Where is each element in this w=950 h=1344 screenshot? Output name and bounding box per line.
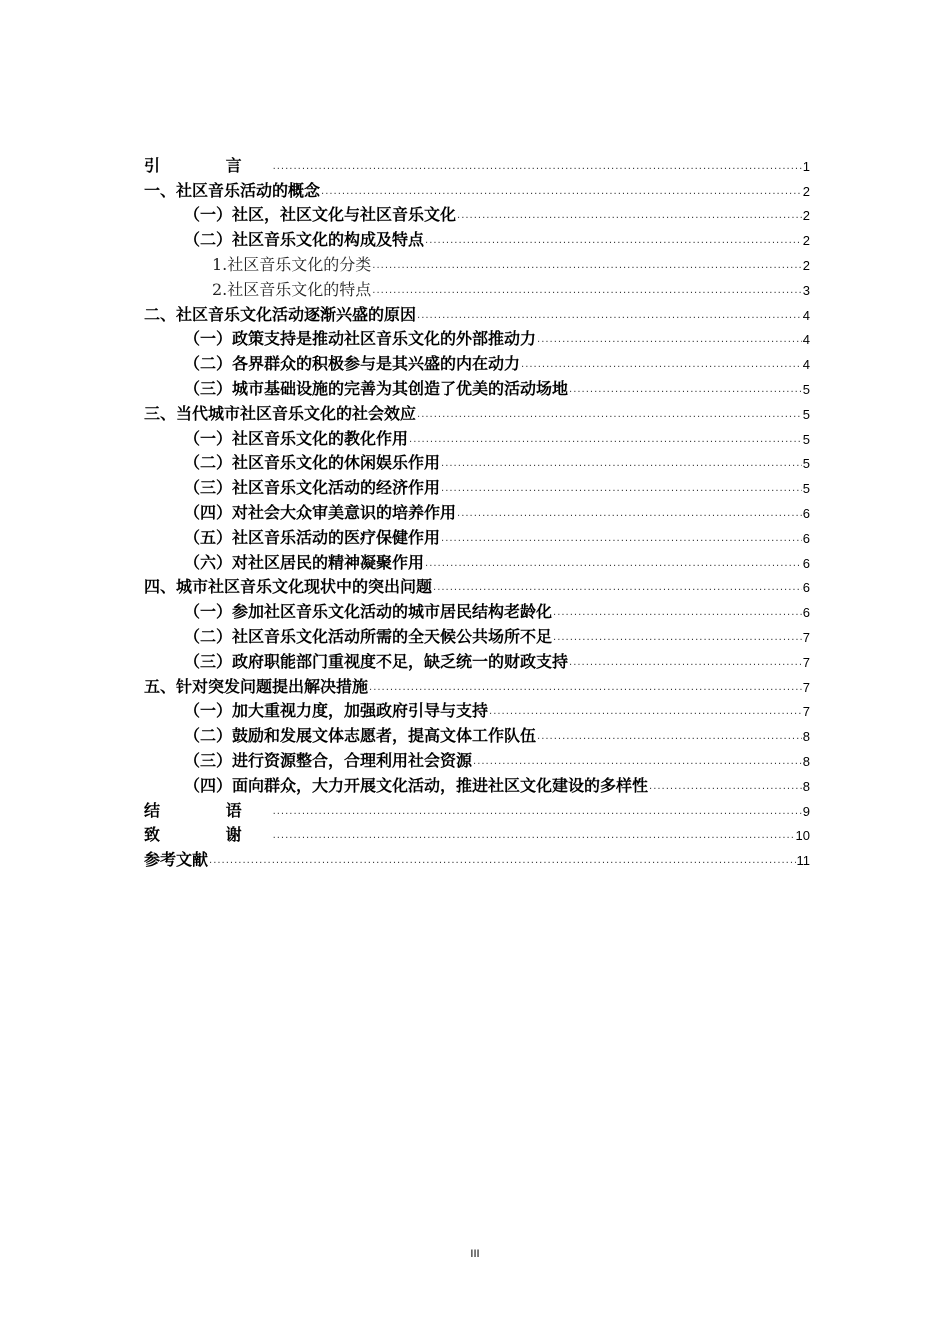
toc-entry-title: （二）社区音乐文化活动所需的全天候公共场所不足 xyxy=(184,626,553,646)
toc-entry-page-number: 6 xyxy=(802,605,810,621)
toc-entry[interactable] xyxy=(144,746,810,771)
toc-dot-leader xyxy=(369,683,802,693)
toc-entry-page-number: 7 xyxy=(802,704,810,720)
toc-entry[interactable] xyxy=(144,250,810,275)
page-number-footer: III xyxy=(470,1248,480,1260)
toc-entry-title: （一）参加社区音乐文化活动的城市居民结构老龄化 xyxy=(184,602,553,622)
toc-entry-title: 引 言 xyxy=(144,155,272,175)
toc-entry-title: （五）社区音乐活动的医疗保健作用 xyxy=(184,527,441,547)
toc-entry-page-number: 7 xyxy=(802,654,810,670)
toc-entry-page-number: 3 xyxy=(802,282,810,298)
toc-entry-page-number: 6 xyxy=(802,580,810,596)
toc-entry-title: （二）社区音乐文化的构成及特点 xyxy=(184,230,425,250)
toc-entry[interactable] xyxy=(144,424,810,449)
toc-entry[interactable] xyxy=(144,374,810,399)
toc-entry-title: （二）社区音乐文化的休闲娱乐作用 xyxy=(184,453,441,473)
toc-entry[interactable] xyxy=(144,771,810,796)
toc-entry-title: 二、社区音乐文化活动逐渐兴盛的原因 xyxy=(144,304,417,324)
toc-entry-page-number: 6 xyxy=(802,530,810,546)
toc-dot-leader xyxy=(321,187,802,197)
toc-dot-leader xyxy=(569,658,802,668)
toc-entry-page-number: 5 xyxy=(802,406,810,422)
toc-entry-page-number: 9 xyxy=(802,803,810,819)
toc-entry-page-number: 6 xyxy=(802,555,810,571)
toc-dot-leader xyxy=(425,236,802,246)
toc-entry[interactable] xyxy=(144,672,810,697)
toc-entry-title: 2.社区音乐文化的特点 xyxy=(212,279,372,299)
toc-entry-page-number: 10 xyxy=(795,828,810,844)
toc-entry[interactable] xyxy=(144,300,810,325)
toc-dot-leader xyxy=(553,608,802,618)
toc-entry[interactable] xyxy=(144,349,810,374)
toc-entry[interactable] xyxy=(144,821,810,846)
toc-entry[interactable] xyxy=(144,498,810,523)
toc-entry-page-number: 7 xyxy=(802,629,810,645)
toc-entry-title: （四）面向群众，大力开展文化活动，推进社区文化建设的多样性 xyxy=(184,775,649,795)
toc-entry-page-number: 11 xyxy=(796,853,810,869)
toc-dot-leader xyxy=(425,559,802,569)
toc-entry-page-number: 2 xyxy=(802,183,810,199)
toc-dot-leader xyxy=(473,757,802,767)
toc-entry-title: 1.社区音乐文化的分类 xyxy=(212,254,372,274)
toc-dot-leader xyxy=(209,856,795,866)
toc-dot-leader xyxy=(457,211,802,221)
toc-dot-leader xyxy=(433,583,802,593)
table-of-contents xyxy=(144,151,810,870)
toc-entry-page-number: 5 xyxy=(802,431,810,447)
toc-entry-page-number: 6 xyxy=(802,505,810,521)
toc-entry-title: （四）对社会大众审美意识的培养作用 xyxy=(184,502,457,522)
toc-dot-leader xyxy=(521,360,802,370)
toc-entry[interactable] xyxy=(144,647,810,672)
toc-entry[interactable] xyxy=(144,622,810,647)
toc-entry-title: （六）对社区居民的精神凝聚作用 xyxy=(184,552,425,572)
toc-entry[interactable] xyxy=(144,573,810,598)
toc-entry-page-number: 5 xyxy=(802,481,810,497)
toc-entry-title: （一）政策支持是推动社区音乐文化的外部推动力 xyxy=(184,329,537,349)
toc-dot-leader xyxy=(553,633,802,643)
toc-dot-leader xyxy=(372,261,801,271)
toc-dot-leader xyxy=(441,484,802,494)
toc-entry-title: 一、社区音乐活动的概念 xyxy=(144,180,321,200)
toc-entry-page-number: 1 xyxy=(802,158,810,174)
toc-entry-title: 五、针对突发问题提出解决措施 xyxy=(144,676,369,696)
toc-entry-page-number: 8 xyxy=(802,729,810,745)
toc-entry[interactable] xyxy=(144,201,810,226)
toc-entry-title: （一）社区音乐文化的教化作用 xyxy=(184,428,409,448)
toc-dot-leader xyxy=(417,410,802,420)
toc-entry[interactable] xyxy=(144,548,810,573)
toc-entry-title: 结 语 xyxy=(144,800,272,820)
toc-entry[interactable] xyxy=(144,597,810,622)
toc-entry-title: （三）城市基础设施的完善为其创造了优美的活动场地 xyxy=(184,378,569,398)
toc-entry[interactable] xyxy=(144,151,810,176)
toc-entry-page-number: 8 xyxy=(802,753,810,769)
toc-entry-title: （三）社区音乐文化活动的经济作用 xyxy=(184,478,441,498)
toc-entry[interactable] xyxy=(144,176,810,201)
toc-entry-page-number: 4 xyxy=(802,332,810,348)
toc-dot-leader xyxy=(537,335,802,345)
toc-entry-title: （三）进行资源整合，合理利用社会资源 xyxy=(184,750,473,770)
toc-entry-page-number: 5 xyxy=(802,381,810,397)
toc-dot-leader xyxy=(417,311,802,321)
toc-entry-page-number: 2 xyxy=(802,233,810,249)
toc-entry-page-number: 2 xyxy=(802,257,810,273)
toc-entry[interactable] xyxy=(144,399,810,424)
toc-entry-title: 参考文献 xyxy=(144,850,209,870)
toc-entry[interactable] xyxy=(144,473,810,498)
toc-dot-leader xyxy=(372,286,801,296)
toc-entry-page-number: 8 xyxy=(802,778,810,794)
toc-entry[interactable] xyxy=(144,275,810,300)
toc-entry-title: （三）政府职能部门重视度不足，缺乏统一的财政支持 xyxy=(184,651,569,671)
toc-entry-page-number: 4 xyxy=(802,357,810,373)
toc-entry-page-number: 4 xyxy=(802,307,810,323)
toc-entry[interactable] xyxy=(144,721,810,746)
toc-entry[interactable] xyxy=(144,523,810,548)
toc-entry-title: （一）社区，社区文化与社区音乐文化 xyxy=(184,205,457,225)
toc-entry-page-number: 2 xyxy=(802,208,810,224)
toc-entry[interactable] xyxy=(144,845,810,870)
toc-entry-title: 四、城市社区音乐文化现状中的突出问题 xyxy=(144,577,433,597)
toc-dot-leader xyxy=(441,459,802,469)
toc-entry-page-number: 5 xyxy=(802,456,810,472)
toc-entry[interactable] xyxy=(144,325,810,350)
toc-dot-leader xyxy=(489,707,802,717)
toc-entry-title: 致 谢 xyxy=(144,825,272,845)
toc-entry-title: （一）加大重视力度，加强政府引导与支持 xyxy=(184,701,489,721)
toc-dot-leader xyxy=(273,162,802,172)
toc-dot-leader xyxy=(273,807,802,817)
toc-entry[interactable] xyxy=(144,225,810,250)
toc-entry-title: （二）各界群众的积极参与是其兴盛的内在动力 xyxy=(184,354,521,374)
toc-entry[interactable] xyxy=(144,697,810,722)
toc-dot-leader xyxy=(457,509,802,519)
toc-dot-leader xyxy=(649,782,802,792)
toc-dot-leader xyxy=(569,385,802,395)
toc-entry-title: （二）鼓励和发展文体志愿者，提高文体工作队伍 xyxy=(184,726,537,746)
toc-entry[interactable] xyxy=(144,449,810,474)
toc-entry[interactable] xyxy=(144,796,810,821)
toc-dot-leader xyxy=(537,732,802,742)
toc-dot-leader xyxy=(441,534,802,544)
toc-dot-leader xyxy=(273,831,795,841)
toc-dot-leader xyxy=(409,435,802,445)
toc-entry-page-number: 7 xyxy=(802,679,810,695)
toc-entry-title: 三、当代城市社区音乐文化的社会效应 xyxy=(144,403,417,423)
